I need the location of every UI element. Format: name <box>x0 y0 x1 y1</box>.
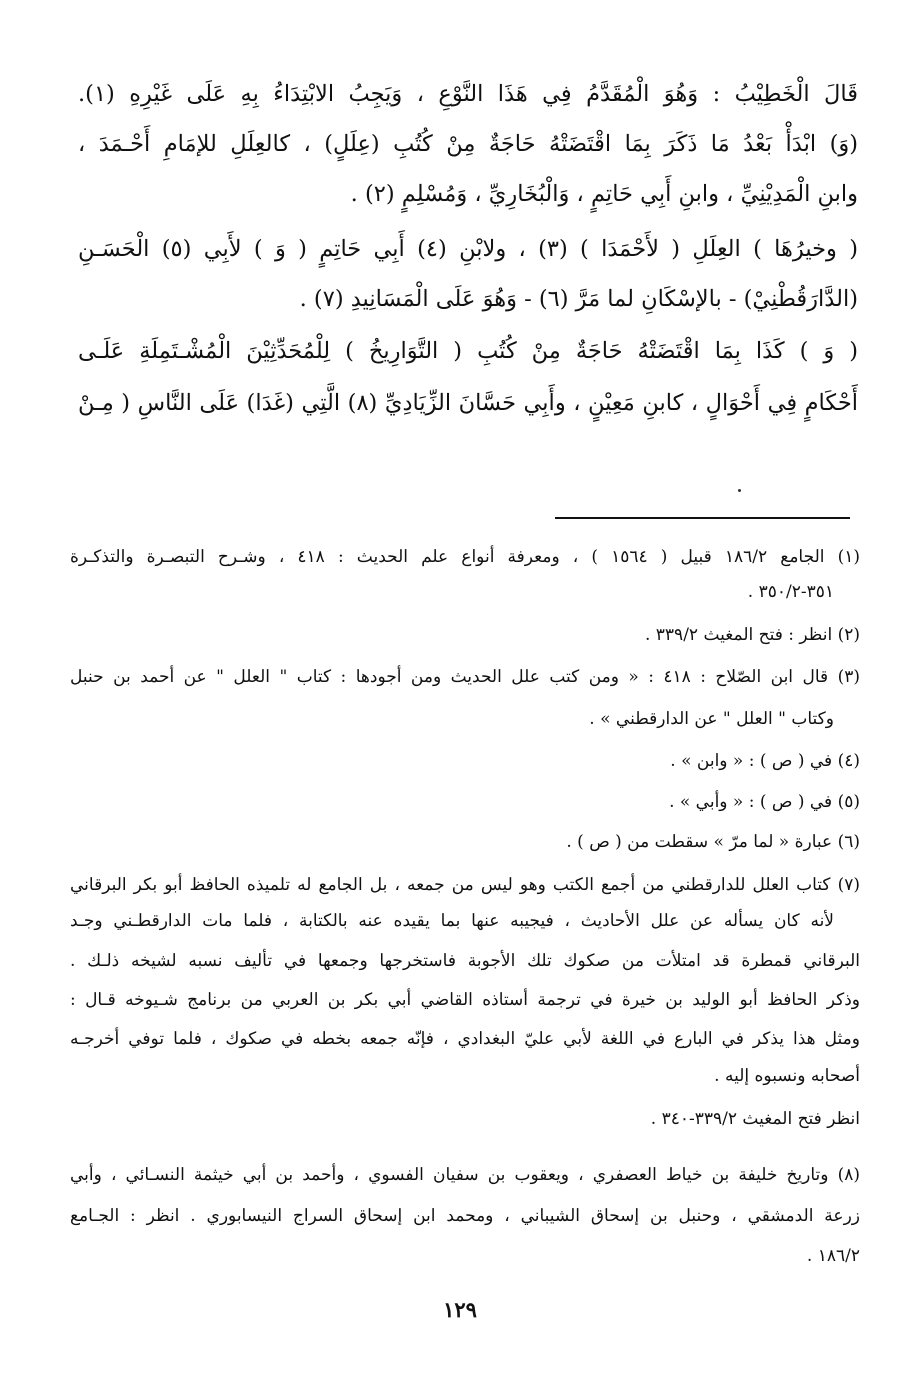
footnote-divider <box>555 517 850 519</box>
footnote-line: وذكر الحافظ أبو الوليد بن خيرة في ترجمة أستاذه القاضي أبي بكر بن العربي من برنامج شـيوخه قـال : <box>70 990 860 1010</box>
footnote-line: (٦) عبارة « لما مرّ » سقطت من ( ص ) . <box>566 832 860 852</box>
footnote-line: (٥) في ( ص ) : « وأبي » . <box>669 792 860 812</box>
footnote-line: (٤) في ( ص ) : « وابن » . <box>670 751 860 771</box>
main-line-5: (الدَّارَقُطْنِيْ) - بالإسْكَانِ لما مَرَّ (٦) - وَهُوَ عَلَى الْمَسَانِيدِ (٧) . <box>299 286 858 312</box>
main-line-3: وابنِ الْمَدِيْنِيِّ ، وابنِ أَبِي حَاتِمٍ ، وَالْبُخَارِيِّ ، وَمُسْلِمٍ (٢) . <box>350 181 858 207</box>
footnote-line: زرعة الدمشقي ، وحنبل بن إسحاق الشيباني ، ومحمد ابن إسحاق السراج النيسابوري . انظر : الجـامع <box>70 1206 860 1226</box>
footnote-line: (٧) كتاب العلل للدارقطني من أجمع الكتب وهو ليس من جمعه ، بل الجامع له تلميذه الحافظ أبو بكر البرقاني <box>70 875 860 895</box>
main-line-2: (وَ) ابْدَأْ بَعْدُ مَا ذَكَرَ بِمَا اقْتَضَتْهُ حَاجَةٌ مِنْ كُتُبِ (عِلَلٍ) ، كالعِلَلِ للإمَامِ أَحْـمَدَ ، <box>78 131 858 157</box>
footnote-line: (٨) وتاريخ خليفة بن خياط العصفري ، ويعقوب بن سفيان الفسوي ، وأحمد بن أبي خيثمة النسـائي ، وأبي <box>70 1165 860 1185</box>
footnote-line: ١٨٦/٢ . <box>806 1246 860 1266</box>
main-line-7: أَحْكَامٍ فِي أَحْوَالٍ ، كابنِ مَعِيْنٍ ، وأَبِي حَسَّانَ الزِّيَادِيِّ (٨) الَّتِي (غَدَا) عَلَى النَّاسِ ( مِـنْ <box>78 390 858 416</box>
footnote-line: البرقاني قمطرة قد امتلأت من صكوك تلك الأجوبة فاستخرجها وجمعها في تأليف نسبه لشيخه ذلـك . <box>70 951 860 971</box>
footnote-line: وكتاب " العلل " عن الدارقطني » . <box>589 709 834 729</box>
stray-dot <box>738 489 741 492</box>
footnote-line: (٢) انظر : فتح المغيث ٣٣٩/٢ . <box>644 625 860 645</box>
footnote-line: (١) الجامع ١٨٦/٢ قبيل ( ١٥٦٤ ) ، ومعرفة أنواع علم الحديث : ٤١٨ ، وشـرح التبصـرة والتذكـرة <box>70 547 860 567</box>
footnote-line: (٣) قال ابن الصّلاح : ٤١٨ : « ومن كتب علل الحديث ومن أجودها : كتاب " العلل " عن أحمد بن حنبل <box>70 667 860 687</box>
main-line-4: ( وخيرُهَا ) العِلَلِ ( لأَحْمَدَا ) (٣) ، ولابْنِ (٤) أَبِي حَاتِمٍ ( وَ ) لأَبِي (٥) الْحَسَـنِ <box>78 236 858 262</box>
footnote-line: ٣٥١-٣٥٠/٢ . <box>747 582 834 602</box>
footnote-line: أصحابه ونسبوه إليه . <box>714 1066 860 1086</box>
main-line-1: قَالَ الْخَطِيْبُ : وَهُوَ الْمُقَدَّمُ فِي هَذَا النَّوْعِ ، وَيَجِبُ الابْتِدَاءُ بِهِ عَلَى غَيْرِهِ (١). <box>78 81 858 107</box>
footnote-line: لأنه كان يسأله عن علل الأحاديث ، فيجيبه عنها بما يقيده عنه بالكتابة ، فلما مات الدارقطـني وجـد <box>70 911 834 931</box>
footnote-line: انظر فتح المغيث ٣٣٩/٢-٣٤٠ . <box>650 1109 860 1129</box>
footnote-line: ومثل هذا يذكر في البارع في اللغة لأبي عليّ البغدادي ، فإنّه جمعه بخطه في صكوك ، فلما توفي أخرجـه <box>70 1029 860 1049</box>
page-number: ١٢٩ <box>443 1297 477 1322</box>
main-line-6: ( وَ ) كَذَا بِمَا اقْتَضَتْهُ حَاجَةٌ مِنْ كُتُبِ ( التَّوَارِيخُ ) لِلْمُحَدِّثِيْنَ الْمُشْـتَمِلَةِ عَلَـى <box>78 338 858 364</box>
